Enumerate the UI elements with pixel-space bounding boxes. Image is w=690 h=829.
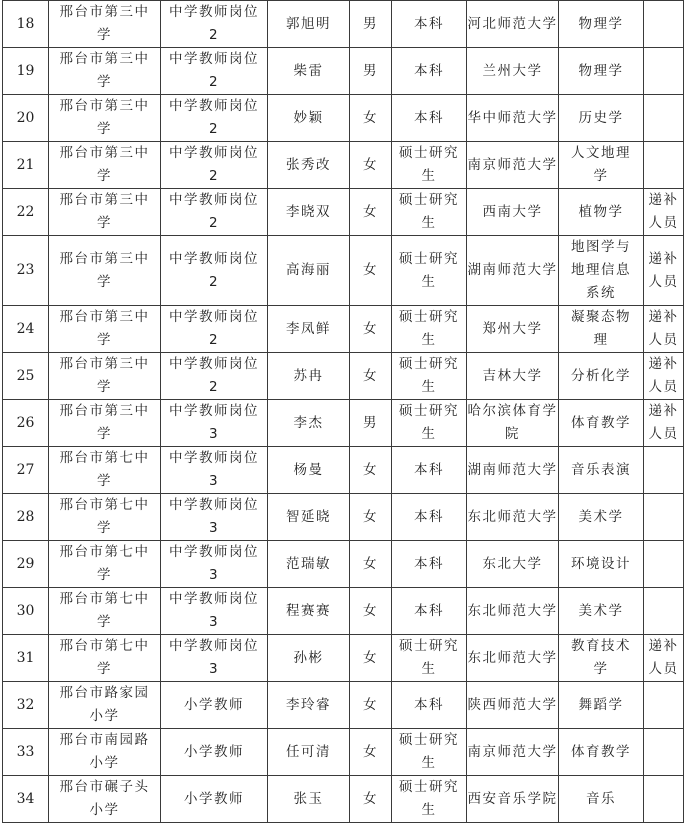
- position-cell: 中学教师岗位2: [161, 48, 268, 95]
- degree-cell: 硕士研究生: [392, 306, 467, 353]
- table-row: [3, 1, 684, 48]
- note-cell: [644, 1, 684, 48]
- position-cell: 中学教师岗位2: [161, 1, 268, 48]
- row-number: 18: [3, 1, 49, 48]
- candidate-name-cell: 程赛赛: [268, 588, 350, 635]
- gender-cell: 男: [350, 400, 392, 447]
- degree-cell: 硕士研究生: [392, 400, 467, 447]
- candidate-name-cell: 柴雷: [268, 48, 350, 95]
- row-number: 24: [3, 306, 49, 353]
- gender-cell: 女: [350, 306, 392, 353]
- university-cell: 南京师范大学: [467, 142, 559, 189]
- row-number: 25: [3, 353, 49, 400]
- position-cell: 中学教师岗位2: [161, 142, 268, 189]
- university-cell: 湖南师范大学: [467, 236, 559, 306]
- table-row: [3, 682, 684, 729]
- position-cell: 中学教师岗位2: [161, 306, 268, 353]
- university-cell: 东北师范大学: [467, 588, 559, 635]
- major-cell: 植物学: [559, 189, 644, 236]
- table-row: [3, 48, 684, 95]
- university-cell: 华中师范大学: [467, 95, 559, 142]
- major-cell: 体育教学: [559, 400, 644, 447]
- position-cell: 中学教师岗位3: [161, 635, 268, 682]
- position-cell: 小学教师: [161, 729, 268, 776]
- school-name-cell: 邢台市第三中学: [49, 400, 161, 447]
- degree-cell: 本科: [392, 494, 467, 541]
- row-number: 32: [3, 682, 49, 729]
- note-cell: [644, 588, 684, 635]
- candidate-name-cell: 任可清: [268, 729, 350, 776]
- degree-cell: 硕士研究生: [392, 142, 467, 189]
- row-number: 31: [3, 635, 49, 682]
- note-cell: [644, 48, 684, 95]
- row-number: 21: [3, 142, 49, 189]
- row-number: 29: [3, 541, 49, 588]
- gender-cell: 男: [350, 48, 392, 95]
- candidate-name-cell: 苏冉: [268, 353, 350, 400]
- candidate-name-cell: 郭旭明: [268, 1, 350, 48]
- major-cell: 音乐: [559, 776, 644, 823]
- position-cell: 中学教师岗位3: [161, 447, 268, 494]
- candidate-name-cell: 智延晓: [268, 494, 350, 541]
- university-cell: 湖南师范大学: [467, 447, 559, 494]
- school-name-cell: 邢台市南园路小学: [49, 729, 161, 776]
- gender-cell: 女: [350, 142, 392, 189]
- position-cell: 中学教师岗位2: [161, 236, 268, 306]
- school-name-cell: 邢台市第三中学: [49, 189, 161, 236]
- position-cell: 中学教师岗位3: [161, 588, 268, 635]
- gender-cell: 女: [350, 635, 392, 682]
- degree-cell: 本科: [392, 588, 467, 635]
- school-name-cell: 邢台市第三中学: [49, 306, 161, 353]
- university-cell: 河北师范大学: [467, 1, 559, 48]
- school-name-cell: 邢台市第七中学: [49, 447, 161, 494]
- university-cell: 吉林大学: [467, 353, 559, 400]
- gender-cell: 女: [350, 236, 392, 306]
- school-name-cell: 邢台市第七中学: [49, 541, 161, 588]
- school-name-cell: 邢台市第三中学: [49, 142, 161, 189]
- major-cell: 分析化学: [559, 353, 644, 400]
- candidate-table: [2, 0, 684, 823]
- degree-cell: 硕士研究生: [392, 635, 467, 682]
- major-cell: 美术学: [559, 588, 644, 635]
- gender-cell: 女: [350, 682, 392, 729]
- gender-cell: 女: [350, 494, 392, 541]
- note-cell: 递补人员: [644, 635, 684, 682]
- gender-cell: 女: [350, 353, 392, 400]
- row-number: 33: [3, 729, 49, 776]
- position-cell: 中学教师岗位2: [161, 189, 268, 236]
- table-row: [3, 776, 684, 823]
- candidate-name-cell: 范瑞敏: [268, 541, 350, 588]
- university-cell: 东北师范大学: [467, 635, 559, 682]
- note-cell: 递补人员: [644, 236, 684, 306]
- candidate-name-cell: 杨曼: [268, 447, 350, 494]
- major-cell: 物理学: [559, 48, 644, 95]
- row-number: 22: [3, 189, 49, 236]
- degree-cell: 硕士研究生: [392, 189, 467, 236]
- candidate-name-cell: 李杰: [268, 400, 350, 447]
- position-cell: 小学教师: [161, 682, 268, 729]
- note-cell: 递补人员: [644, 400, 684, 447]
- row-number: 27: [3, 447, 49, 494]
- table-row: [3, 400, 684, 447]
- table-row: [3, 142, 684, 189]
- school-name-cell: 邢台市第七中学: [49, 635, 161, 682]
- candidate-name-cell: 妙颖: [268, 95, 350, 142]
- school-name-cell: 邢台市碾子头小学: [49, 776, 161, 823]
- note-cell: [644, 494, 684, 541]
- school-name-cell: 邢台市第三中学: [49, 48, 161, 95]
- major-cell: 凝聚态物理: [559, 306, 644, 353]
- candidate-name-cell: 李晓双: [268, 189, 350, 236]
- major-cell: 物理学: [559, 1, 644, 48]
- gender-cell: 女: [350, 95, 392, 142]
- major-cell: 历史学: [559, 95, 644, 142]
- candidate-name-cell: 孙彬: [268, 635, 350, 682]
- table-row: [3, 494, 684, 541]
- gender-cell: 女: [350, 729, 392, 776]
- note-cell: [644, 541, 684, 588]
- university-cell: 郑州大学: [467, 306, 559, 353]
- candidate-name-cell: 高海丽: [268, 236, 350, 306]
- note-cell: 递补人员: [644, 189, 684, 236]
- gender-cell: 女: [350, 588, 392, 635]
- note-cell: [644, 776, 684, 823]
- position-cell: 中学教师岗位2: [161, 95, 268, 142]
- table-row: [3, 588, 684, 635]
- gender-cell: 女: [350, 776, 392, 823]
- position-cell: 中学教师岗位3: [161, 541, 268, 588]
- table-row: [3, 541, 684, 588]
- university-cell: 西南大学: [467, 189, 559, 236]
- degree-cell: 硕士研究生: [392, 353, 467, 400]
- university-cell: 东北大学: [467, 541, 559, 588]
- candidate-name-cell: 李玲睿: [268, 682, 350, 729]
- table-row: [3, 95, 684, 142]
- note-cell: [644, 729, 684, 776]
- note-cell: [644, 447, 684, 494]
- table-row: [3, 189, 684, 236]
- candidate-name-cell: 张玉: [268, 776, 350, 823]
- note-cell: 递补人员: [644, 353, 684, 400]
- table-row: [3, 353, 684, 400]
- university-cell: 陕西师范大学: [467, 682, 559, 729]
- row-number: 34: [3, 776, 49, 823]
- degree-cell: 本科: [392, 682, 467, 729]
- note-cell: [644, 95, 684, 142]
- position-cell: 小学教师: [161, 776, 268, 823]
- gender-cell: 女: [350, 447, 392, 494]
- degree-cell: 本科: [392, 1, 467, 48]
- table-row: [3, 447, 684, 494]
- school-name-cell: 邢台市第七中学: [49, 588, 161, 635]
- school-name-cell: 邢台市第三中学: [49, 236, 161, 306]
- table-row: [3, 635, 684, 682]
- table-row: [3, 236, 684, 306]
- position-cell: 中学教师岗位3: [161, 494, 268, 541]
- degree-cell: 硕士研究生: [392, 236, 467, 306]
- major-cell: 教育技术学: [559, 635, 644, 682]
- note-cell: [644, 142, 684, 189]
- degree-cell: 本科: [392, 541, 467, 588]
- degree-cell: 本科: [392, 95, 467, 142]
- major-cell: 舞蹈学: [559, 682, 644, 729]
- degree-cell: 本科: [392, 48, 467, 95]
- school-name-cell: 邢台市第三中学: [49, 1, 161, 48]
- major-cell: 体育教学: [559, 729, 644, 776]
- row-number: 19: [3, 48, 49, 95]
- school-name-cell: 邢台市第七中学: [49, 494, 161, 541]
- university-cell: 兰州大学: [467, 48, 559, 95]
- table-row: [3, 729, 684, 776]
- major-cell: 人文地理学: [559, 142, 644, 189]
- school-name-cell: 邢台市第三中学: [49, 95, 161, 142]
- row-number: 30: [3, 588, 49, 635]
- major-cell: 地图学与地理信息系统: [559, 236, 644, 306]
- university-cell: 东北师范大学: [467, 494, 559, 541]
- note-cell: [644, 682, 684, 729]
- gender-cell: 女: [350, 189, 392, 236]
- row-number: 23: [3, 236, 49, 306]
- row-number: 20: [3, 95, 49, 142]
- candidate-name-cell: 李凤鲜: [268, 306, 350, 353]
- candidate-name-cell: 张秀改: [268, 142, 350, 189]
- major-cell: 音乐表演: [559, 447, 644, 494]
- degree-cell: 硕士研究生: [392, 729, 467, 776]
- row-number: 26: [3, 400, 49, 447]
- major-cell: 环境设计: [559, 541, 644, 588]
- position-cell: 中学教师岗位3: [161, 400, 268, 447]
- row-number: 28: [3, 494, 49, 541]
- position-cell: 中学教师岗位2: [161, 353, 268, 400]
- degree-cell: 硕士研究生: [392, 776, 467, 823]
- table-row: [3, 306, 684, 353]
- major-cell: 美术学: [559, 494, 644, 541]
- note-cell: 递补人员: [644, 306, 684, 353]
- university-cell: 南京师范大学: [467, 729, 559, 776]
- school-name-cell: 邢台市路家园小学: [49, 682, 161, 729]
- school-name-cell: 邢台市第三中学: [49, 353, 161, 400]
- university-cell: 哈尔滨体育学院: [467, 400, 559, 447]
- university-cell: 西安音乐学院: [467, 776, 559, 823]
- degree-cell: 本科: [392, 447, 467, 494]
- gender-cell: 男: [350, 1, 392, 48]
- gender-cell: 女: [350, 541, 392, 588]
